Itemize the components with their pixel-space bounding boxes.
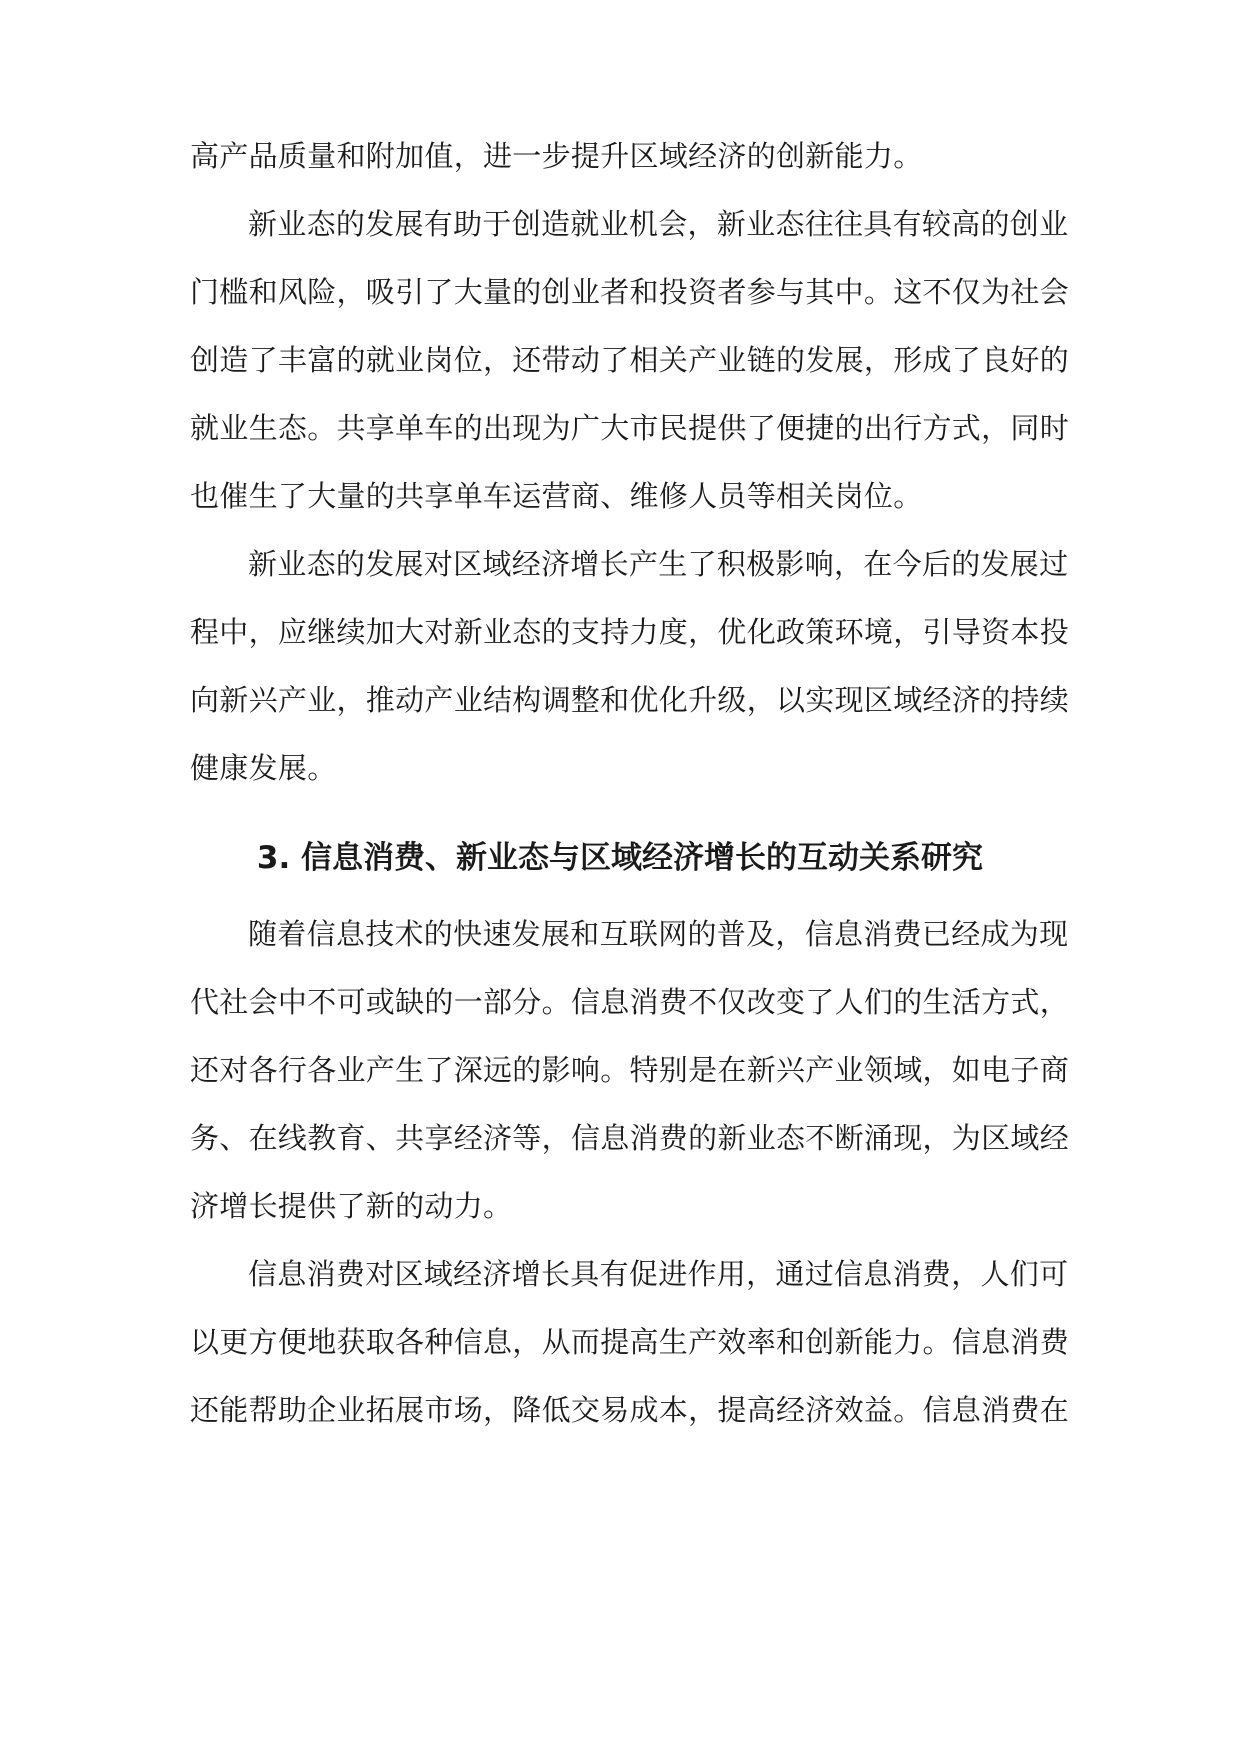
paragraph-line: 以更方便地获取各种信息，从而提高生产效率和创新能力。信息消费 xyxy=(190,1325,1070,1359)
paragraph-line: 门槛和风险，吸引了大量的创业者和投资者参与其中。这不仅为社会 xyxy=(190,275,1070,309)
paragraph-line: 随着信息技术的快速发展和互联网的普及，信息消费已经成为现 xyxy=(248,917,1069,951)
paragraph-line: 高产品质量和附加值，进一步提升区域经济的创新能力。 xyxy=(190,139,923,173)
paragraph-line: 向新兴产业，推动产业结构调整和优化升级，以实现区域经济的持续 xyxy=(190,683,1070,717)
paragraph-line: 信息消费对区域经济增长具有促进作用，通过信息消费，人们可 xyxy=(248,1257,1069,1291)
section-heading: 3. 信息消费、新业态与区域经济增长的互动关系研究 xyxy=(256,840,984,876)
paragraph-line: 新业态的发展有助于创造就业机会，新业态往往具有较高的创业 xyxy=(248,207,1069,241)
paragraph-line: 济增长提供了新的动力。 xyxy=(190,1189,513,1223)
paragraph-line: 务、在线教育、共享经济等，信息消费的新业态不断涌现，为区域经 xyxy=(190,1121,1070,1155)
paragraph-line: 创造了丰富的就业岗位，还带动了相关产业链的发展，形成了良好的 xyxy=(190,343,1070,377)
paragraph-line: 健康发展。 xyxy=(190,751,337,785)
paragraph-line: 代社会中不可或缺的一部分。信息消费不仅改变了人们的生活方式， xyxy=(190,985,1070,1019)
paragraph-line: 还能帮助企业拓展市场，降低交易成本，提高经济效益。信息消费在 xyxy=(190,1393,1070,1427)
paragraph-line: 也催生了大量的共享单车运营商、维修人员等相关岗位。 xyxy=(190,479,923,513)
paragraph-line: 程中，应继续加大对新业态的支持力度，优化政策环境，引导资本投 xyxy=(190,615,1070,649)
paragraph-line: 就业生态。共享单车的出现为广大市民提供了便捷的出行方式，同时 xyxy=(190,411,1070,445)
paragraph-line: 还对各行各业产生了深远的影响。特别是在新兴产业领域，如电子商 xyxy=(190,1053,1070,1087)
paragraph-line: 新业态的发展对区域经济增长产生了积极影响，在今后的发展过 xyxy=(248,547,1069,581)
